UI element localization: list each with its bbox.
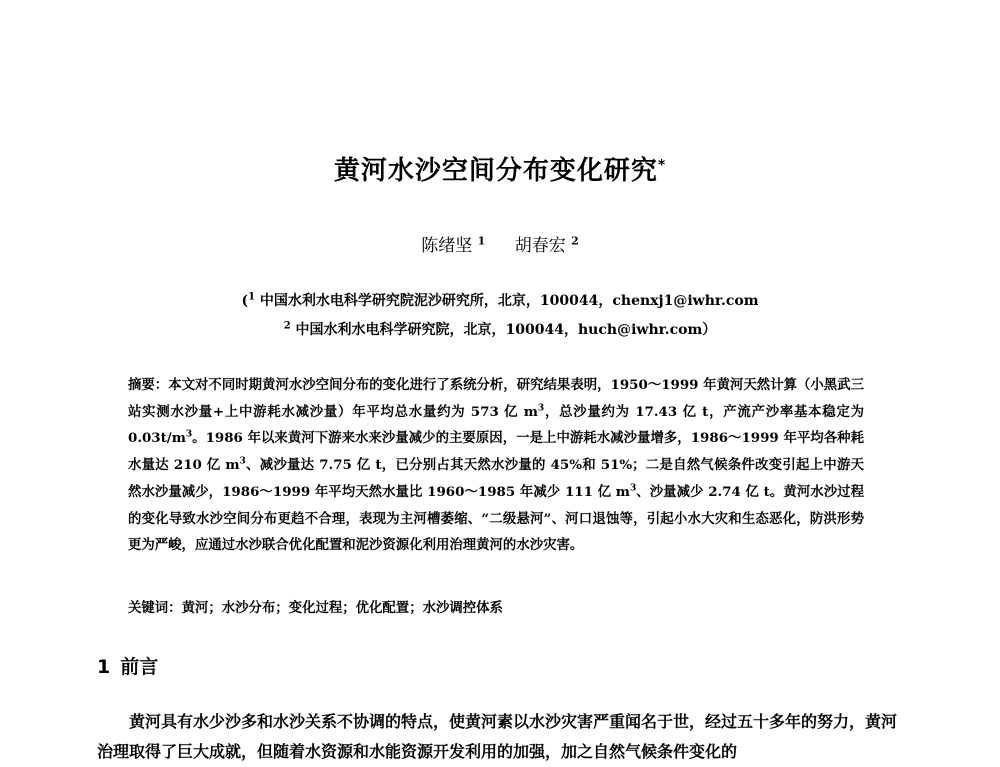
affiliation-mark: 1 — [248, 291, 256, 303]
keywords-label: 关键词： — [128, 600, 182, 616]
affiliation-mark: 2 — [283, 320, 291, 332]
superscript: 3 — [185, 429, 193, 440]
section-title: 前言 — [120, 656, 159, 678]
affiliation-2 — [0, 319, 1000, 339]
author — [515, 236, 579, 256]
title-text: 黄河水沙空间分布变化研究 — [333, 156, 658, 186]
keywords — [128, 597, 864, 616]
superscript: 3 — [629, 483, 637, 494]
body-paragraph: 黄河具有水少沙多和水沙关系不协调的特点，使黄河素以水沙灾害严重闻名于世，经过五十多年的努力，黄河治理取得了巨大成就，但随着水资源和水能资源开发利用的加强，加之自然气候条件变化的 — [97, 712, 898, 761]
abstract — [128, 372, 864, 559]
abstract-text: 。1986 年以来黄河下游来水来沙量减少的主要原因，一是上中游耗水减沙量增多，1986～1999 年平均各种耗水量达 210 亿 m — [128, 430, 864, 474]
section-number: 1 — [97, 656, 111, 678]
author — [421, 236, 485, 256]
abstract-text: ，总沙量约为 17.43 亿 t，产流产沙率基本稳定为 0.03t/m — [128, 403, 864, 447]
superscript: 3 — [239, 456, 246, 467]
title-footnote-mark: * — [657, 157, 667, 174]
affiliation-text: 中国水利水电科学研究院，北京，100044，huch@iwhr.com） — [290, 322, 717, 338]
superscript: 3 — [537, 403, 545, 414]
abstract-text: 、沙量减少 2.74 亿 t。黄河水沙过程的变化导致水沙空间分布更趋不合理，表现为主河槽萎缩、“二级悬河”、河口退蚀等，引起小水大灾和生态恶化，防洪形势更为严峻，应通过水沙联合优化配置和泥沙资源化利用治理黄河的水沙灾害。 — [128, 483, 864, 554]
author-list — [0, 231, 1000, 256]
author-name: 陈绪坚 — [421, 236, 473, 256]
author-affiliation-mark: 2 — [571, 234, 579, 248]
abstract-text: 本文对不同时期黄河水沙空间分布的变化进行了系统分析，研究结果表明，1950～1999 年黄河天然计算（小黑武三站实测水沙量+上中游耗水减沙量）年平均总水量约为 573 亿 m — [128, 377, 865, 420]
abstract-label: 摘要： — [128, 377, 169, 393]
affiliation-text: 中国水利水电科学研究院泥沙研究所，北京，100044，chenxj1@iwhr.com — [255, 293, 759, 309]
affiliation-1 — [0, 290, 1000, 310]
author-affiliation-mark: 1 — [477, 234, 486, 248]
affiliation-prefix: ( — [241, 293, 249, 309]
paper-title — [0, 150, 1000, 187]
keywords-text: 黄河；水沙分布；变化过程；优化配置；水沙调控体系 — [181, 600, 503, 616]
abstract-text: 、减沙量达 7.75 亿 t，已分别占其天然水沙量的 45%和 51%；二是自然气候条件改变引起上中游天然水沙量减少，1986～1999 年平均天然水量比 1960～1985 年减少 111 亿 m — [128, 457, 864, 500]
author-name: 胡春宏 — [514, 236, 566, 256]
section-heading — [97, 652, 158, 679]
